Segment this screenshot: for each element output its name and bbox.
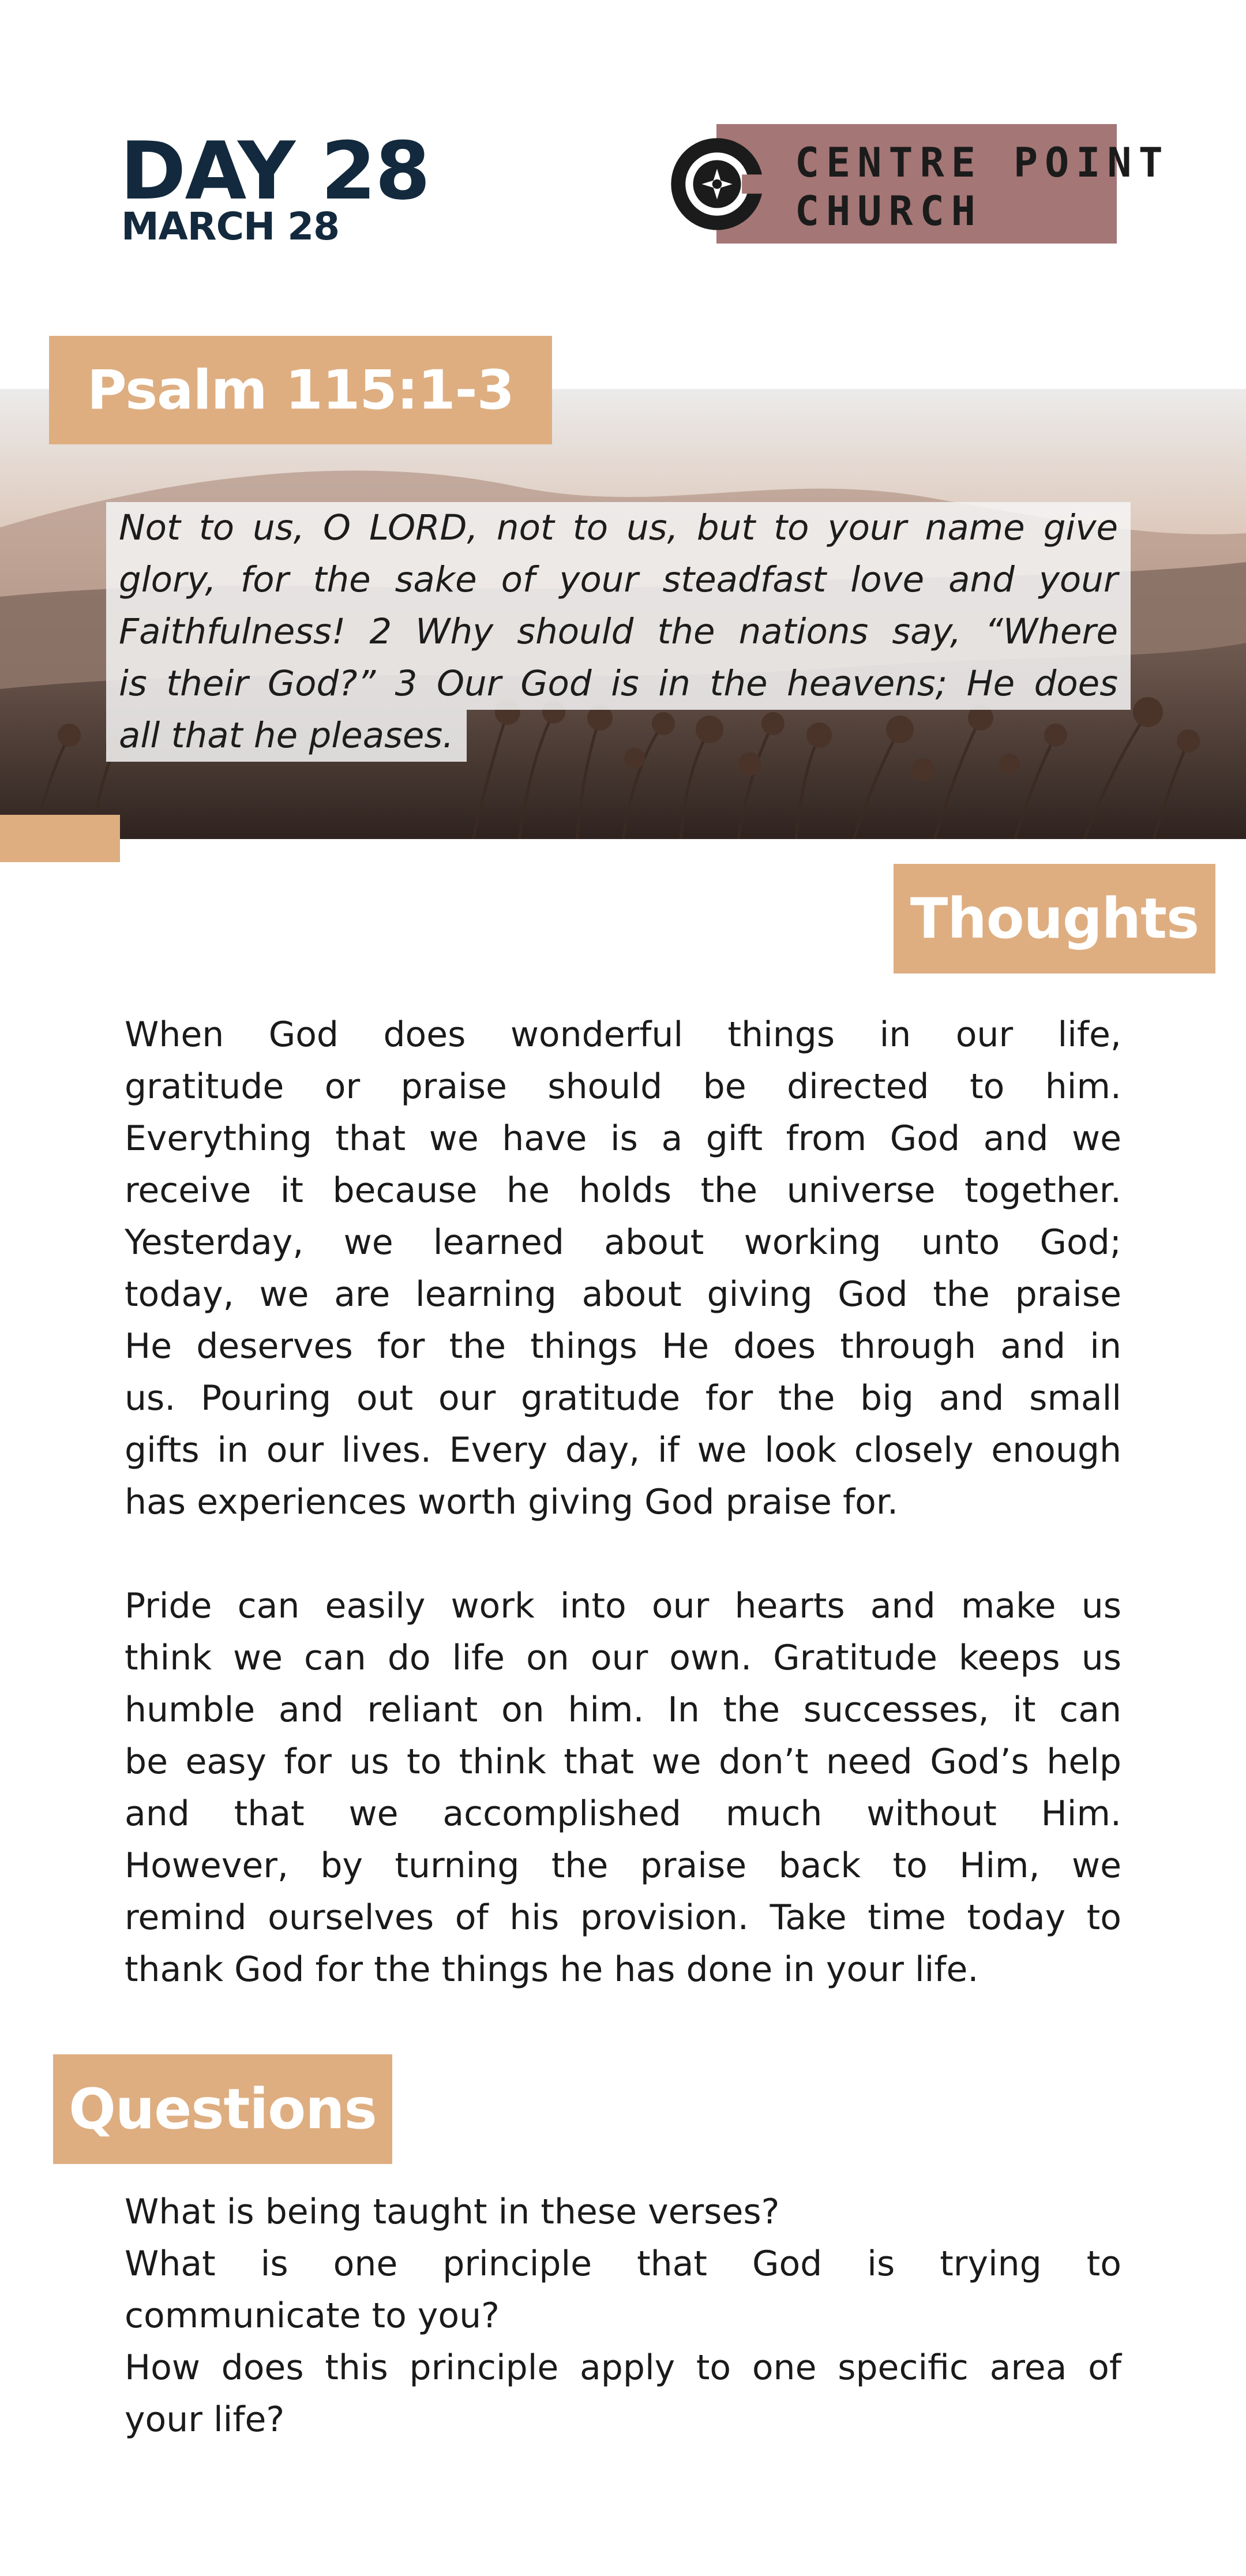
thoughts-heading: Thoughts [894,864,1215,974]
thoughts-line: us. Pouring out our gratitude for the big and small [125,1378,1121,1418]
scripture-reference-label [49,336,552,444]
church-name-line2: CHURCH [795,188,982,235]
thoughts-line: receive it because he holds the universe together. [125,1170,1121,1211]
thoughts-line: think we can do life on our own. Gratitude keeps us [125,1638,1121,1678]
scripture-line: Faithfulness! 2 Why should the nations say, “Where [106,606,1131,658]
thoughts-line: today, we are learning about giving God the praise [125,1274,1121,1315]
thoughts-line: be easy for us to think that we don’t need God’s help [125,1742,1121,1782]
church-name [795,138,1170,235]
date-subtitle: MARCH 28 [121,204,340,249]
church-name-line1: CENTRE POINT [795,139,1170,186]
scripture-line: is their God?” 3 Our God is in the heavens; He does [106,658,1131,710]
thoughts-line: and that we accomplished much without Him. [125,1794,1121,1834]
question-line: communicate to you? [125,2296,500,2336]
scripture-line: glory, for the sake of your steadfast love and your [106,554,1131,606]
thoughts-line: has experiences worth giving God praise for. [125,1482,899,1522]
centre-point-logo-icon [669,136,765,232]
thoughts-line: gifts in our lives. Every day, if we look closely enough [125,1430,1121,1470]
question-line: What is being taught in these verses? [125,2192,780,2232]
thoughts-line: When God does wonderful things in our life, [125,1014,1121,1055]
question-line: your life? [125,2399,285,2440]
thoughts-line: thank God for the things he has done in your life. [125,1949,979,1990]
thoughts-line: Pride can easily work into our hearts and make us [125,1586,1121,1626]
scripture-reference: Psalm 115:1-3 [87,358,515,422]
question-line: How does this principle apply to one specific area of [125,2347,1121,2388]
thoughts-line: However, by turning the praise back to Him, we [125,1845,1121,1886]
thoughts-line: Yesterday, we learned about working unto God; [125,1222,1121,1263]
thoughts-line: remind ourselves of his provision. Take time today to [125,1897,1121,1938]
thoughts-line: He deserves for the things He does through and in [125,1326,1121,1366]
thoughts-line: gratitude or praise should be directed to him. [125,1066,1121,1107]
scripture-line: all that he pleases. [106,710,467,762]
questions-heading: Questions [53,2054,392,2164]
scripture-line: Not to us, O LORD, not to us, but to your name give [106,502,1131,554]
question-line: What is one principle that God is trying to [125,2244,1121,2284]
day-title: DAY 28 [120,125,430,218]
accent-bar [0,815,120,862]
thoughts-line: Everything that we have is a gift from God and we [125,1118,1121,1159]
thoughts-line: humble and reliant on him. In the successes, it can [125,1690,1121,1730]
